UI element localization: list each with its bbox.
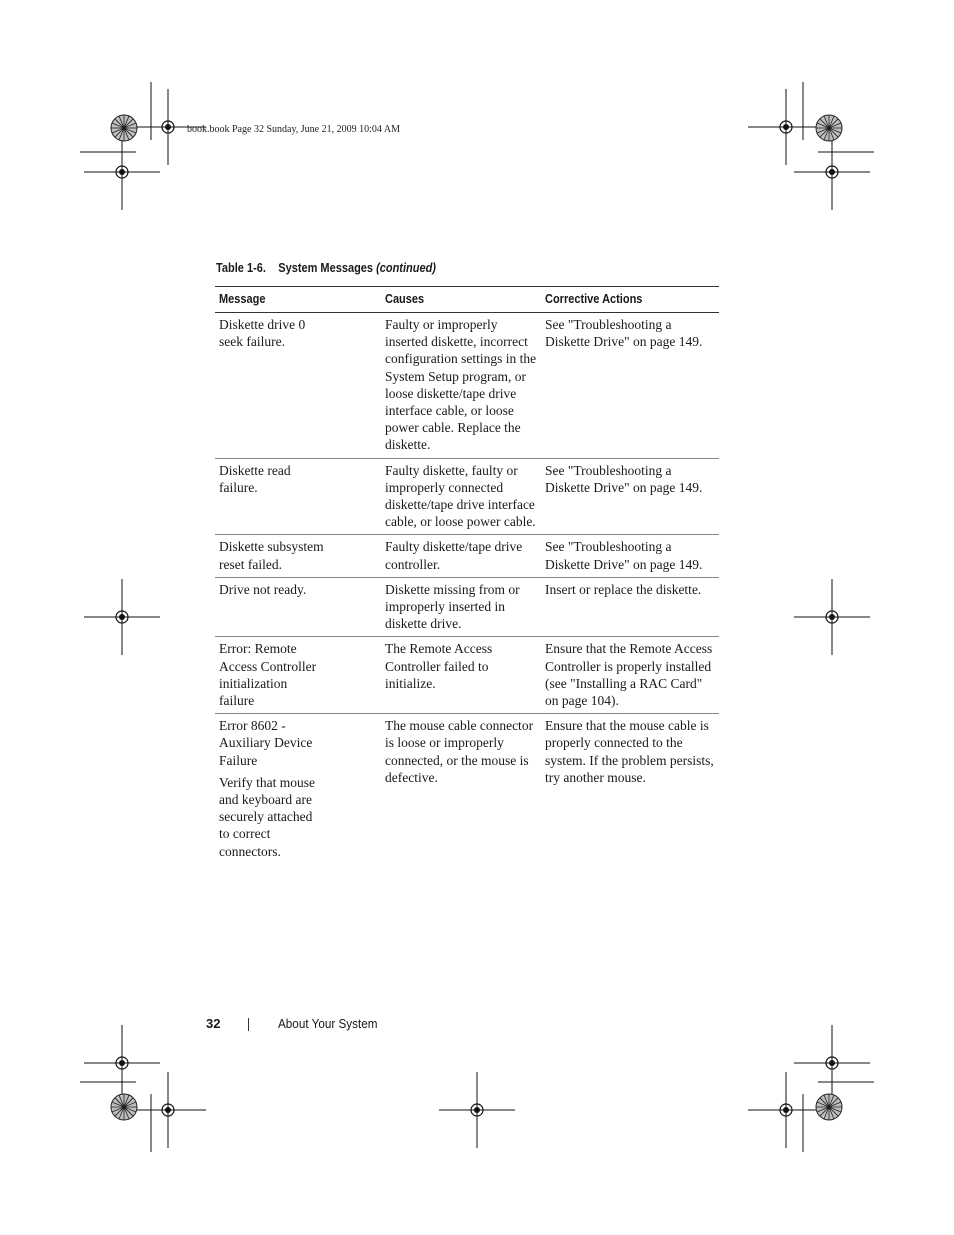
system-messages-table <box>215 286 719 864</box>
print-header: book.book Page 32 Sunday, June 21, 2009 10:04 AM <box>187 124 400 135</box>
crosshair-mark <box>84 1025 160 1101</box>
causes-cell: The mouse cable connector is loose or improperly connected, or the mouse is defective. <box>385 718 534 785</box>
causes-cell: Faulty or improperly inserted diskette, incorrect configuration settings in the System Setup program, or loose diskette/tape drive interface cable, or loose power cable. Replace the diskette. <box>381 313 541 459</box>
message-cell: Diskette subsystem reset failed. <box>215 535 381 577</box>
table-row <box>215 458 719 535</box>
message-cell: Error: Remote Access Controller initialization failure <box>215 637 381 714</box>
crosshair-mark <box>748 1072 824 1148</box>
crosshair-mark <box>794 1025 870 1101</box>
table-caption-suffix: (continued) <box>376 261 436 275</box>
crosshair-mark <box>439 1072 515 1148</box>
causes-cell: Faulty diskette/tape drive controller. <box>381 535 541 577</box>
table-row <box>215 313 719 459</box>
message-cell: Diskette read failure. <box>215 458 381 535</box>
message-extra-text: Verify that mouse and keyboard are securely attached to correct connectors. <box>219 774 315 859</box>
table-row <box>215 637 719 714</box>
causes-cell: The Remote Access Controller failed to initialize. <box>381 637 541 714</box>
actions-cell: See "Troubleshooting a Diskette Drive" on page 149. <box>541 458 719 535</box>
causes-cell: Diskette missing from or improperly inserted in diskette drive. <box>381 577 541 637</box>
section-title: About Your System <box>278 1016 378 1031</box>
crosshair-mark <box>794 579 870 655</box>
message-cell: Drive not ready. <box>215 577 381 637</box>
actions-cell: Insert or replace the diskette. <box>541 577 719 637</box>
causes-cell: Faulty diskette, faulty or improperly connected diskette/tape drive interface cable, or loose power cable. <box>381 458 541 535</box>
crosshair-mark <box>748 89 824 165</box>
starburst-mark <box>111 115 137 141</box>
crosshair-mark <box>130 1072 206 1148</box>
message-cell: Diskette drive 0 seek failure. <box>215 313 381 459</box>
table-row <box>215 714 719 864</box>
starburst-mark <box>816 115 842 141</box>
message-text: Error 8602 - Auxiliary Device Failure <box>219 718 313 768</box>
table-row <box>215 577 719 637</box>
starburst-mark <box>816 1094 842 1120</box>
table-row <box>215 535 719 577</box>
footer-divider <box>248 1018 249 1031</box>
table-caption-title: System Messages <box>278 261 374 275</box>
actions-cell: See "Troubleshooting a Diskette Drive" on page 149. <box>541 535 719 577</box>
starburst-mark <box>111 1094 137 1120</box>
actions-cell: See "Troubleshooting a Diskette Drive" on page 149. <box>541 313 719 459</box>
crosshair-mark <box>794 134 870 210</box>
actions-cell: Ensure that the mouse cable is properly connected to the system. If the problem persists, try another mouse. <box>545 718 714 785</box>
column-header-causes: Causes <box>381 287 541 313</box>
column-header-corrective-actions: Corrective Actions <box>541 287 719 313</box>
column-header-message: Message <box>215 287 381 313</box>
crosshair-mark <box>84 579 160 655</box>
page-number: 32 <box>206 1016 221 1031</box>
table-header-row <box>215 287 719 313</box>
message-cell <box>215 714 381 864</box>
actions-cell: Ensure that the Remote Access Controller is properly installed (see "Installing a RAC Card" on page 104). <box>541 637 719 714</box>
table-caption <box>216 261 436 275</box>
crosshair-mark <box>84 134 160 210</box>
table-caption-label: Table 1-6. <box>216 261 266 275</box>
